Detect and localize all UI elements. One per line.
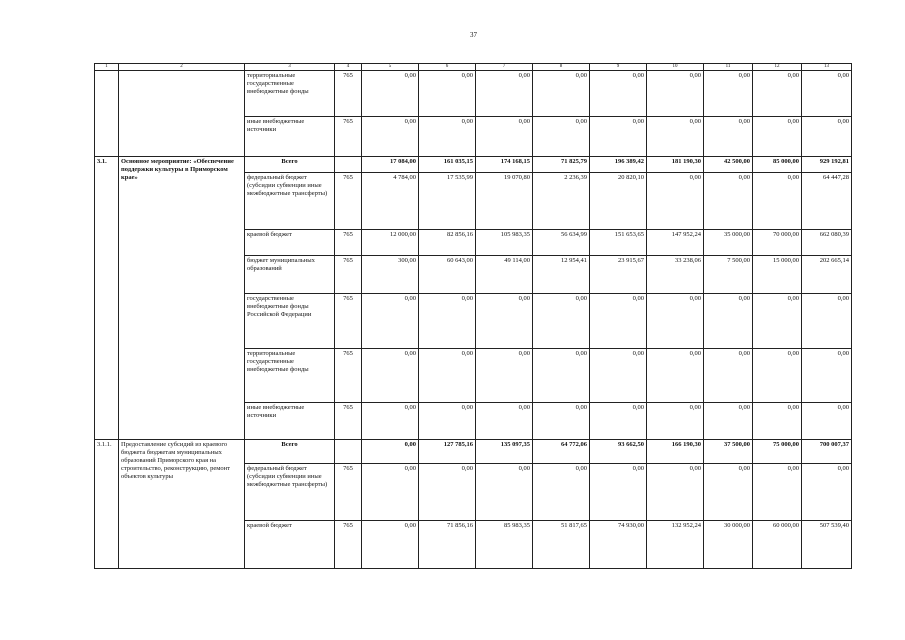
amount-cell: 37 500,00: [704, 440, 753, 464]
amount-cell: 0,00: [704, 117, 753, 157]
funding-source: федеральный бюджет (субсидии субвенции иные межбюджетные трансферты): [245, 464, 335, 521]
amount-cell: 33 238,06: [647, 256, 704, 294]
amount-cell: 127 785,16: [419, 440, 476, 464]
budget-code: 765: [335, 464, 362, 521]
amount-cell: 0,00: [419, 117, 476, 157]
item-index: [95, 71, 119, 157]
budget-code: 765: [335, 403, 362, 440]
amount-cell: 74 930,00: [590, 521, 647, 569]
amount-cell: 0,00: [362, 349, 419, 403]
item-index: 3.1.1.: [95, 440, 119, 569]
amount-cell: 105 983,35: [476, 230, 533, 256]
amount-cell: 93 662,50: [590, 440, 647, 464]
amount-cell: 0,00: [362, 403, 419, 440]
column-number: 1: [95, 64, 119, 71]
amount-cell: 166 190,30: [647, 440, 704, 464]
amount-cell: 0,00: [419, 403, 476, 440]
amount-cell: 0,00: [753, 294, 802, 349]
amount-cell: 0,00: [704, 349, 753, 403]
budget-code: [335, 440, 362, 464]
amount-cell: 60 643,00: [419, 256, 476, 294]
amount-cell: 35 000,00: [704, 230, 753, 256]
amount-cell: 30 000,00: [704, 521, 753, 569]
amount-cell: 0,00: [533, 117, 590, 157]
amount-cell: 0,00: [704, 294, 753, 349]
amount-cell: 7 500,00: [704, 256, 753, 294]
amount-cell: 0,00: [753, 71, 802, 117]
amount-cell: 20 820,10: [590, 173, 647, 230]
amount-cell: 0,00: [802, 464, 852, 521]
total-row: [95, 440, 852, 464]
amount-cell: 51 817,65: [533, 521, 590, 569]
amount-cell: 0,00: [590, 294, 647, 349]
column-number: 13: [802, 64, 852, 71]
amount-cell: 0,00: [647, 294, 704, 349]
amount-cell: 0,00: [476, 349, 533, 403]
amount-cell: 17 084,00: [362, 157, 419, 173]
amount-cell: 82 856,16: [419, 230, 476, 256]
column-number: 4: [335, 64, 362, 71]
amount-cell: 12 954,41: [533, 256, 590, 294]
budget-code: 765: [335, 71, 362, 117]
amount-cell: 0,00: [647, 403, 704, 440]
budget-code: 765: [335, 349, 362, 403]
amount-cell: 60 000,00: [753, 521, 802, 569]
column-number: 12: [753, 64, 802, 71]
funding-source: территориальные государственные внебюджетные фонды: [245, 349, 335, 403]
amount-cell: 700 007,37: [802, 440, 852, 464]
amount-cell: 0,00: [704, 173, 753, 230]
amount-cell: 0,00: [590, 403, 647, 440]
amount-cell: 161 035,15: [419, 157, 476, 173]
amount-cell: 0,00: [476, 294, 533, 349]
amount-cell: 132 952,24: [647, 521, 704, 569]
budget-code: [335, 157, 362, 173]
column-number: 11: [704, 64, 753, 71]
amount-cell: 23 915,67: [590, 256, 647, 294]
amount-cell: 0,00: [362, 521, 419, 569]
amount-cell: 0,00: [647, 173, 704, 230]
amount-cell: 0,00: [802, 294, 852, 349]
column-number: 9: [590, 64, 647, 71]
page-number: 37: [470, 31, 477, 39]
amount-cell: 17 535,99: [419, 173, 476, 230]
total-row: [95, 157, 852, 173]
amount-cell: 202 665,14: [802, 256, 852, 294]
amount-cell: 0,00: [704, 403, 753, 440]
amount-cell: 0,00: [362, 71, 419, 117]
amount-cell: 0,00: [590, 349, 647, 403]
amount-cell: 0,00: [476, 403, 533, 440]
funding-source: краевой бюджет: [245, 230, 335, 256]
amount-cell: 0,00: [533, 464, 590, 521]
column-number: 3: [245, 64, 335, 71]
funding-source: государственные внебюджетные фонды Российской Федерации: [245, 294, 335, 349]
amount-cell: 85 983,35: [476, 521, 533, 569]
amount-cell: 19 070,80: [476, 173, 533, 230]
amount-cell: 71 825,79: [533, 157, 590, 173]
amount-cell: 70 000,00: [753, 230, 802, 256]
amount-cell: 0,00: [419, 464, 476, 521]
total-label: Всего: [245, 157, 335, 173]
amount-cell: 4 784,00: [362, 173, 419, 230]
funding-source: бюджет муниципальных образований: [245, 256, 335, 294]
amount-cell: 0,00: [753, 403, 802, 440]
budget-code: 765: [335, 256, 362, 294]
item-name: [119, 71, 245, 157]
amount-cell: 0,00: [802, 349, 852, 403]
amount-cell: 0,00: [802, 403, 852, 440]
amount-cell: 64 772,06: [533, 440, 590, 464]
budget-code: 765: [335, 117, 362, 157]
amount-cell: 0,00: [476, 117, 533, 157]
funding-source: федеральный бюджет (субсидии субвенции иные межбюджетные трансферты): [245, 173, 335, 230]
amount-cell: 135 097,35: [476, 440, 533, 464]
amount-cell: 49 114,00: [476, 256, 533, 294]
amount-cell: 196 389,42: [590, 157, 647, 173]
amount-cell: 64 447,28: [802, 173, 852, 230]
amount-cell: 0,00: [704, 464, 753, 521]
amount-cell: 12 000,00: [362, 230, 419, 256]
amount-cell: 147 952,24: [647, 230, 704, 256]
amount-cell: 0,00: [476, 464, 533, 521]
column-number: 5: [362, 64, 419, 71]
amount-cell: 0,00: [753, 349, 802, 403]
amount-cell: 0,00: [753, 117, 802, 157]
amount-cell: 0,00: [362, 117, 419, 157]
column-number-row: [95, 64, 852, 71]
column-number: 8: [533, 64, 590, 71]
amount-cell: 300,00: [362, 256, 419, 294]
amount-cell: 151 653,65: [590, 230, 647, 256]
amount-cell: 15 000,00: [753, 256, 802, 294]
column-number: 10: [647, 64, 704, 71]
amount-cell: 85 000,00: [753, 157, 802, 173]
amount-cell: 507 539,40: [802, 521, 852, 569]
amount-cell: 0,00: [753, 173, 802, 230]
amount-cell: 42 500,00: [704, 157, 753, 173]
amount-cell: 174 168,15: [476, 157, 533, 173]
item-name: Основное мероприятие: «Обеспечение поддержки культуры в Приморском крае»: [119, 157, 245, 440]
amount-cell: 0,00: [533, 349, 590, 403]
amount-cell: 0,00: [533, 294, 590, 349]
amount-cell: 0,00: [647, 349, 704, 403]
amount-cell: 0,00: [647, 117, 704, 157]
amount-cell: 0,00: [533, 71, 590, 117]
amount-cell: 0,00: [802, 117, 852, 157]
column-number: 7: [476, 64, 533, 71]
column-number: 2: [119, 64, 245, 71]
amount-cell: 0,00: [362, 464, 419, 521]
budget-code: 765: [335, 294, 362, 349]
amount-cell: 0,00: [419, 349, 476, 403]
funding-source: иные внебюджетные источники: [245, 403, 335, 440]
budget-code: 765: [335, 230, 362, 256]
item-name: Предоставление субсидий из краевого бюджета бюджетам муниципальных образований Приморского края на строительство, реконструкцию, ремонт объектов культуры: [119, 440, 245, 569]
amount-cell: 0,00: [647, 71, 704, 117]
amount-cell: 0,00: [647, 464, 704, 521]
amount-cell: 662 080,39: [802, 230, 852, 256]
amount-cell: 2 236,39: [533, 173, 590, 230]
amount-cell: 0,00: [419, 71, 476, 117]
budget-code: 765: [335, 521, 362, 569]
amount-cell: 0,00: [590, 71, 647, 117]
amount-cell: 0,00: [419, 294, 476, 349]
amount-cell: 56 634,99: [533, 230, 590, 256]
amount-cell: 0,00: [590, 117, 647, 157]
amount-cell: 75 000,00: [753, 440, 802, 464]
amount-cell: 0,00: [362, 294, 419, 349]
budget-table: [94, 63, 852, 569]
amount-cell: 0,00: [533, 403, 590, 440]
amount-cell: 0,00: [476, 71, 533, 117]
funding-source: краевой бюджет: [245, 521, 335, 569]
total-label: Всего: [245, 440, 335, 464]
funding-source: иные внебюджетные источники: [245, 117, 335, 157]
funding-source: территориальные государственные внебюджетные фонды: [245, 71, 335, 117]
amount-cell: 0,00: [362, 440, 419, 464]
amount-cell: 0,00: [704, 71, 753, 117]
funding-row: [95, 71, 852, 117]
amount-cell: 181 190,30: [647, 157, 704, 173]
amount-cell: 0,00: [802, 71, 852, 117]
amount-cell: 0,00: [590, 464, 647, 521]
amount-cell: 0,00: [753, 464, 802, 521]
item-index: 3.1.: [95, 157, 119, 440]
amount-cell: 929 192,81: [802, 157, 852, 173]
amount-cell: 71 856,16: [419, 521, 476, 569]
budget-code: 765: [335, 173, 362, 230]
column-number: 6: [419, 64, 476, 71]
